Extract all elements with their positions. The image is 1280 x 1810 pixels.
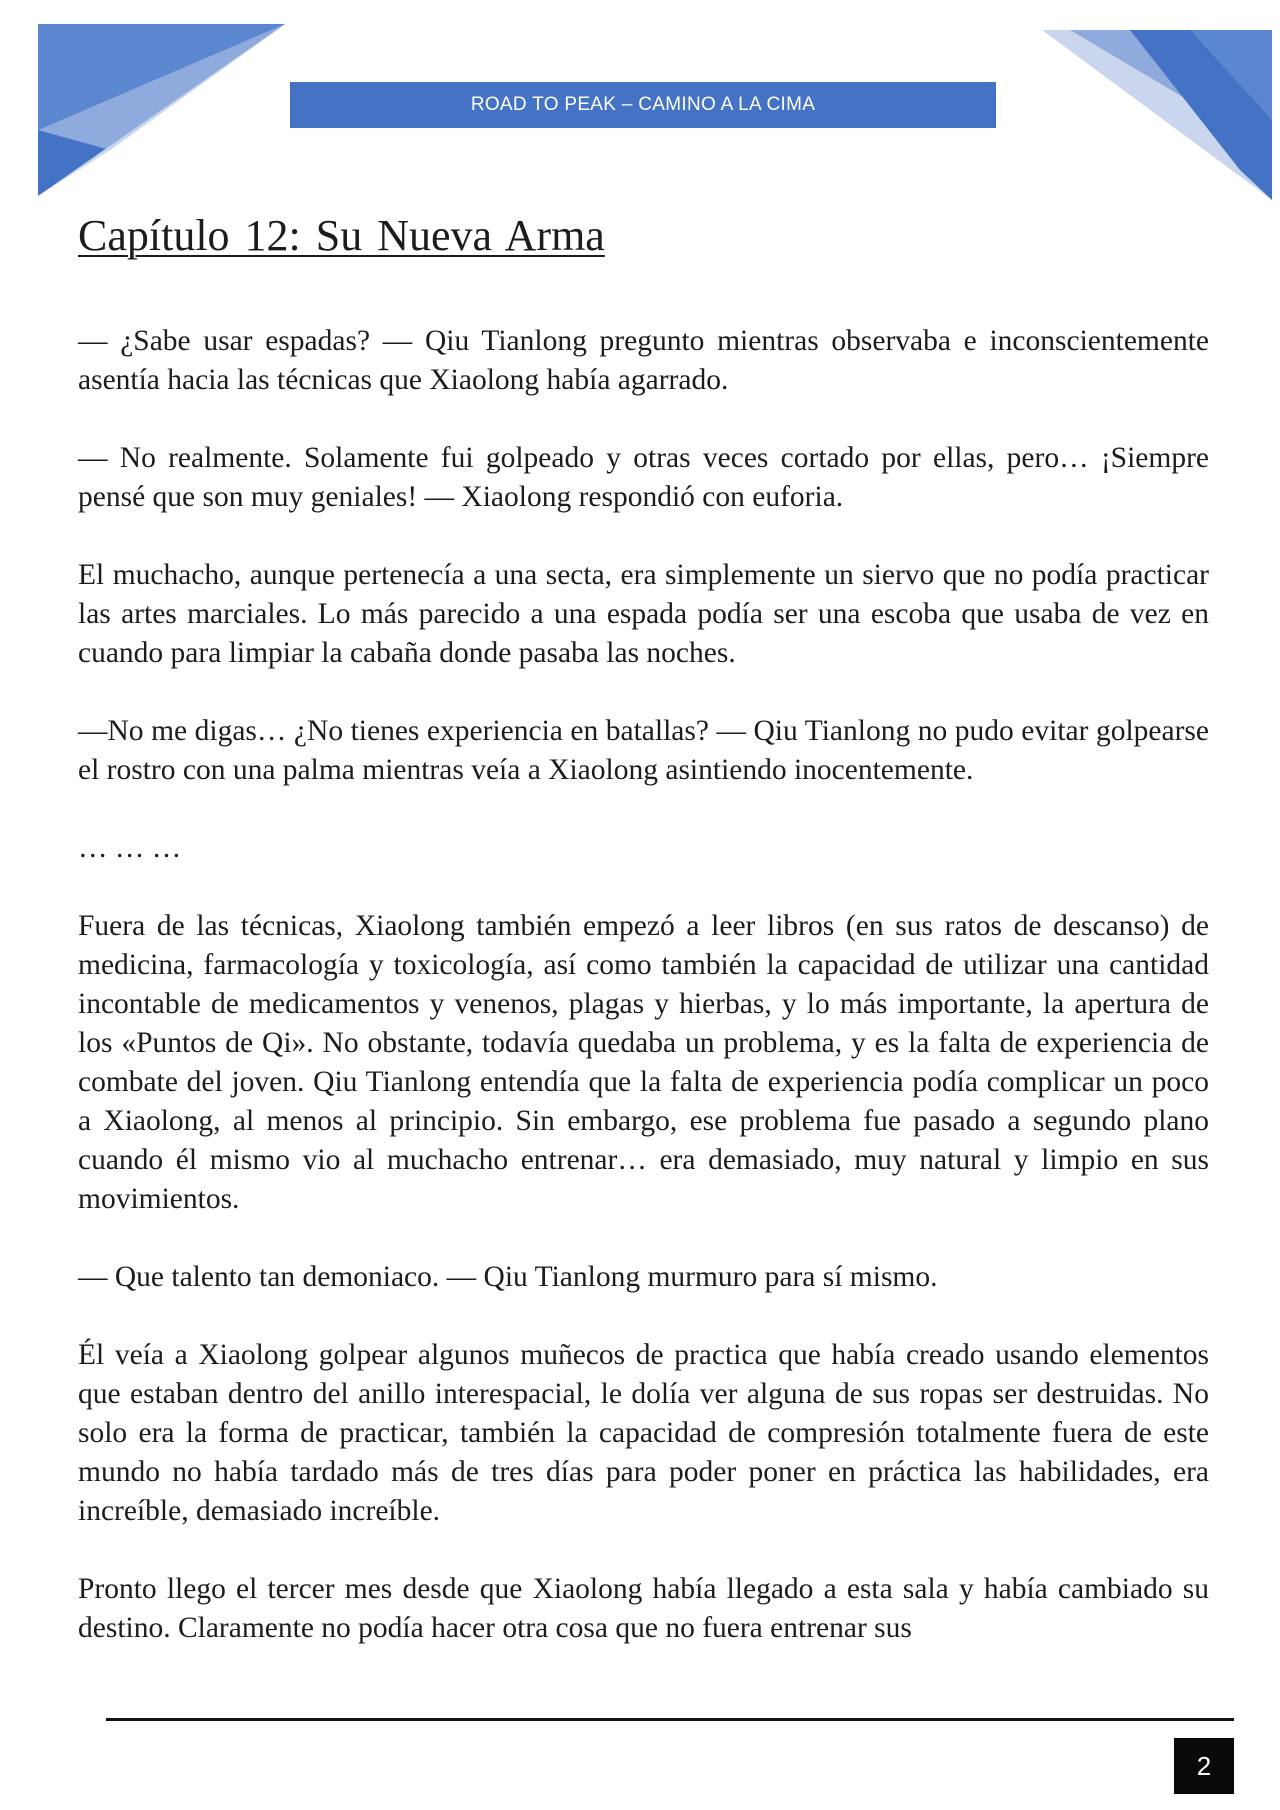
paragraph: Él veía a Xiaolong golpear algunos muñecos de practica que había creado usando elementos que estaban dentro del anillo interespacial, le dolía ver alguna de sus ropas ser destruidas. No solo era la forma de practicar, también la capacidad de compresión totalmente fuera de este mundo no había tardado más de tres días para poder poner en práctica las habilidades, era increíble, demasiado increíble. xyxy=(78,1339,1209,1527)
chapter-title: Capítulo 12: Su Nueva Arma xyxy=(78,211,605,260)
footer-divider xyxy=(106,1718,1234,1721)
paragraph: — Que talento tan demoniaco. — Qiu Tianlong murmuro para sí mismo. xyxy=(78,1261,938,1293)
scene-break: … … … xyxy=(78,832,182,864)
paragraph: — No realmente. Solamente fui golpeado y otras veces cortado por ellas, pero… ¡Siempre pensé que son muy geniales! — Xiaolong respondió con euforia. xyxy=(78,442,1209,513)
paragraph: —No me digas… ¿No tienes experiencia en batallas? — Qiu Tianlong no pudo evitar golpearse el rostro con una palma mientras veía a Xiaolong asintiendo inocentemente. xyxy=(78,715,1209,786)
paragraph: — ¿Sabe usar espadas? — Qiu Tianlong pregunto mientras observaba e inconscientemente asentía hacia las técnicas que Xiaolong había agarrado. xyxy=(78,325,1209,396)
running-header: ROAD TO PEAK – CAMINO A LA CIMA xyxy=(290,82,996,128)
paragraph: El muchacho, aunque pertenecía a una secta, era simplemente un siervo que no podía practicar las artes marciales. Lo más parecido a una espada podía ser una escoba que usaba de vez en cuando para limpiar la cabaña donde pasaba las noches. xyxy=(78,559,1209,669)
chapter-body xyxy=(78,322,1209,1687)
corner-decoration-right xyxy=(1010,0,1280,210)
page-number: 2 xyxy=(1174,1738,1234,1794)
paragraph: Pronto llego el tercer mes desde que Xiaolong había llegado a esta sala y había cambiado su destino. Claramente no podía hacer otra cosa que no fuera entrenar sus xyxy=(78,1573,1209,1644)
corner-decoration-left xyxy=(0,0,300,200)
paragraph: Fuera de las técnicas, Xiaolong también empezó a leer libros (en sus ratos de descanso) de medicina, farmacología y toxicología, así como también la capacidad de utilizar una cantidad incontable de medicamentos y venenos, plagas y hierbas, y lo más importante, la apertura de los «Puntos de Qi». No obstante, todavía quedaba un problema, y es la falta de experiencia de combate del joven. Qiu Tianlong entendía que la falta de experiencia podía complicar un poco a Xiaolong, al menos al principio. Sin embargo, ese problema fue pasado a segundo plano cuando él mismo vio al muchacho entrenar… era demasiado, muy natural y limpio en sus movimientos. xyxy=(78,910,1209,1215)
